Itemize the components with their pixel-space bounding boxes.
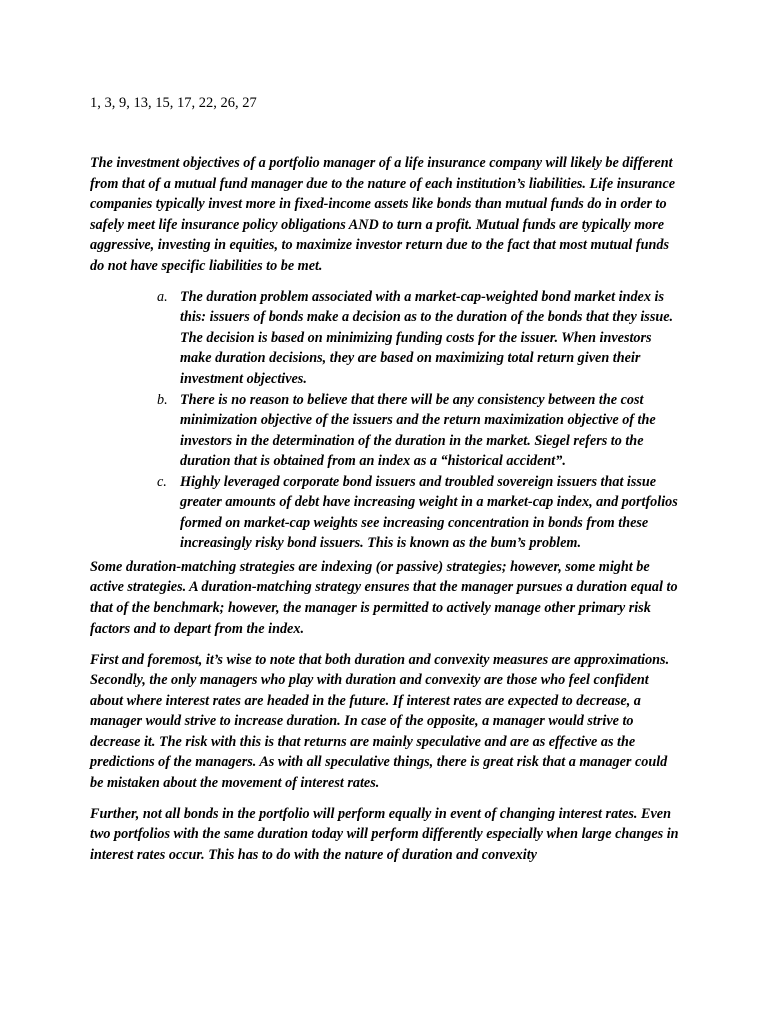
paragraph-insurance-vs-mutual-fund: The investment objectives of a portfolio manager of a life insurance company will likely be different from that of a mutual fund manager due to the nature of each institution’s liabilities. Life insurance companies typically invest more in fixed-income assets like bonds than mutual funds do in order to safely meet life insurance policy obligations AND to turn a profit. Mutual funds are typically more aggressive, investing in equities, to maximize investor return due to the fact that most mutual funds do not have specific liabilities to be met. <box>90 155 676 274</box>
list-item-text: Highly leveraged corporate bond issuers and troubled sovereign issuers that issue greater amounts of debt have increasing weight in a market-cap index, and portfolios formed on market-cap weights see increasing concentration in bonds from these increasingly risky bond issuers. This is known as the bum’s problem. <box>180 473 678 552</box>
list-marker: c. <box>157 473 167 490</box>
list-item-text: There is no reason to believe that there will be any consistency between the cost minimization objective of the issuers and the return maximization objective of the investors in the determination of the duration in the market. Siegel refers to the duration that is obtained from an index as a “historical accident”. <box>180 391 656 470</box>
lettered-answer-list <box>90 287 680 554</box>
paragraph-duration-matching: Some duration-matching strategies are indexing (or passive) strategies; however, some might be active strategies. A duration-matching strategy ensures that the manager pursues a duration equal to that of the benchmark; however, the manager is permitted to actively manage other primary risk factors and to depart from the index. <box>90 558 678 637</box>
list-item <box>157 472 680 554</box>
list-item-text: The duration problem associated with a market-cap-weighted bond market index is this: issuers of bonds make a decision as to the duration of the bonds that they issue. The decision is based on minimizing funding costs for the issuer. When investors make duration decisions, they are based on maximizing total return given their investment objectives. <box>180 288 674 387</box>
list-item <box>157 390 680 472</box>
problem-numbers: 1, 3, 9, 13, 15, 17, 22, 26, 27 <box>90 95 257 111</box>
list-marker: b. <box>157 391 168 408</box>
answer-body <box>90 153 680 876</box>
list-marker: a. <box>157 288 168 305</box>
paragraph-duration-convexity-risk: First and foremost, it’s wise to note that both duration and convexity measures are approximations. Secondly, the only managers who play with duration and convexity are those who feel confident about where interest rates are headed in the future. If interest rates are expected to decrease, a manager would strive to increase duration. In case of the opposite, a manager would strive to decrease it. The risk with this is that returns are mainly speculative and are as effective as the predictions of the managers. As with all speculative things, there is great risk that a manager could be mistaken about the movement of interest rates. <box>90 651 670 791</box>
paragraph-bond-performance: Further, not all bonds in the portfolio will perform equally in event of changing interest rates. Even two portfolios with the same duration today will perform differently especially when large changes in interest rates occur. This has to do with the nature of duration and convexity <box>90 805 679 863</box>
list-item <box>157 287 680 390</box>
